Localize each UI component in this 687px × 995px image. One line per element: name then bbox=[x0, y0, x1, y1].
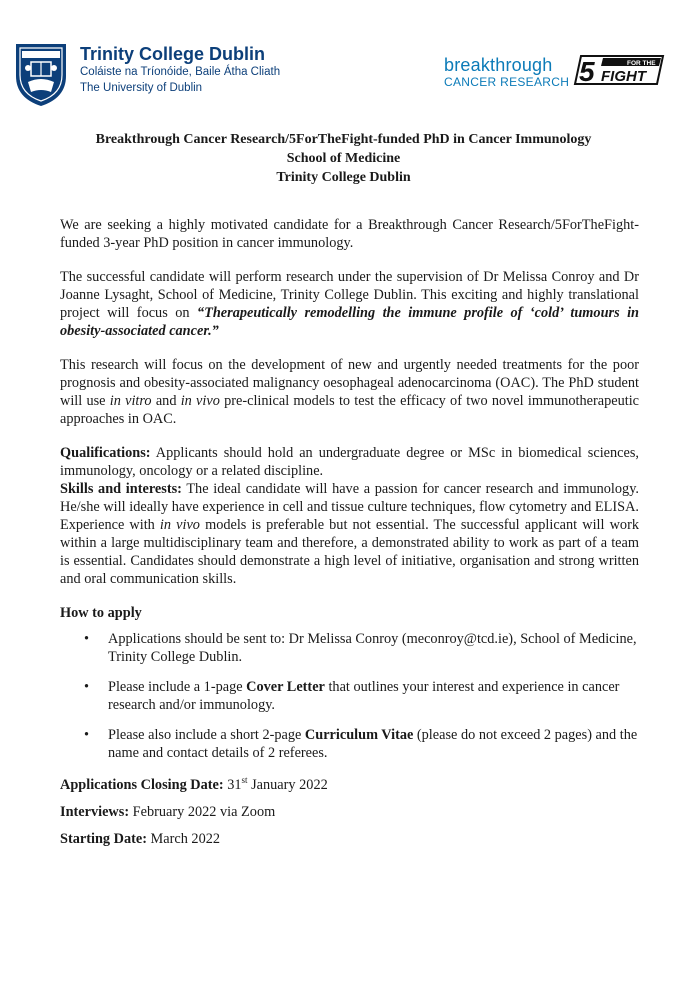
tcd-name: Trinity College Dublin bbox=[80, 44, 266, 64]
research-paragraph bbox=[60, 356, 639, 428]
bullet-icon: • bbox=[84, 631, 90, 647]
closing-date-suffix: st bbox=[241, 775, 248, 786]
fight-logo-number: 5 bbox=[579, 56, 595, 86]
cv-label: Curriculum Vitae bbox=[304, 727, 414, 743]
title-line-1: Breakthrough Cancer Research/5ForTheFight-funded PhD in Cancer Immunology bbox=[95, 132, 592, 147]
breakthrough-subtitle: CANCER RESEARCH bbox=[444, 75, 570, 89]
apply-item-2-text-b: that outlines your interest and experience in cancer research and/or immunology. bbox=[108, 679, 620, 713]
interviews-date bbox=[60, 803, 639, 821]
starting-date bbox=[60, 830, 639, 848]
closing-date-label: Applications Closing Date: bbox=[60, 777, 224, 793]
project-title: “Therapeutically remodelling the immune profile of ‘cold’ tumours in obesity-associated cancer.” bbox=[60, 305, 640, 339]
starting-date-value: March 2022 bbox=[146, 831, 221, 847]
skills-paragraph bbox=[60, 480, 639, 588]
skills-text-b: models is preferable but not essential. The successful applicant will work within a large multidisciplinary team and therefore, a demonstrated ability to work as part of a team is essential. Candidates should demonstrate a high level of initiative, organisation and strong written and oral communication skills. bbox=[60, 517, 639, 587]
apply-item-3-text-b: (please do not exceed 2 pages) and the name and contact details of 2 referees. bbox=[108, 727, 638, 761]
apply-list bbox=[60, 630, 639, 762]
research-text-a: This research will focus on the development of new and urgently needed treatments for the poor prognosis and obesity-associated malignancy oesophageal adenocarcinoma (OAC). The PhD student will use bbox=[60, 357, 639, 409]
closing-date-day: 31 bbox=[223, 777, 242, 793]
breakthrough-logo bbox=[444, 55, 569, 89]
list-item bbox=[60, 630, 639, 666]
research-and: and bbox=[151, 393, 181, 409]
cover-letter-label: Cover Letter bbox=[246, 679, 325, 695]
title-line-3: Trinity College Dublin bbox=[276, 170, 411, 185]
qualifications-label: Qualifications: bbox=[60, 445, 151, 461]
tcd-wordmark bbox=[80, 44, 280, 96]
supervision-text: The successful candidate will perform research under the supervision of Dr Melissa Conroy and Dr Joanne Lysaght, School of Medicine, Trinity College Dublin. This exciting and highly translational project will focus on bbox=[60, 269, 639, 321]
apply-item-2-text-a: Please include a 1-page bbox=[108, 679, 247, 695]
tcd-irish-name: Coláiste na Tríonóide, Baile Átha Cliath bbox=[80, 66, 281, 78]
skills-label: Skills and interests: bbox=[60, 481, 182, 497]
fight-logo-top: FOR THE bbox=[627, 60, 656, 67]
page-header bbox=[0, 0, 687, 120]
apply-item-3-text-a: Please also include a short 2-page bbox=[108, 727, 305, 743]
skills-text-a: The ideal candidate will have a passion for cancer research and immunology. He/she will ideally have experience in cell and tissue culture techniques, flow cytometry and ELISA. Experience with bbox=[60, 481, 639, 533]
title-line-2: School of Medicine bbox=[286, 151, 401, 166]
list-item bbox=[60, 678, 639, 714]
how-to-apply-heading: How to apply bbox=[60, 605, 142, 621]
fight-logo-word: FIGHT bbox=[601, 68, 646, 85]
document-body bbox=[60, 216, 639, 857]
list-item bbox=[60, 726, 639, 762]
key-dates bbox=[60, 776, 639, 848]
closing-date bbox=[60, 776, 639, 794]
intro-paragraph: We are seeking a highly motivated candidate for a Breakthrough Cancer Research/5ForTheFight-funded 3-year PhD position in cancer immunology. bbox=[60, 217, 639, 251]
qualifications-paragraph bbox=[60, 444, 639, 480]
apply-item-1: Applications should be sent to: Dr Melissa Conroy (meconroy@tcd.ie), School of Medicine, Trinity College Dublin. bbox=[108, 631, 637, 665]
tcd-university-name: The University of Dublin bbox=[80, 82, 203, 94]
starting-date-label: Starting Date: bbox=[60, 831, 147, 847]
research-text-b: pre-clinical models to test the efficacy of two novel immunotherapeutic approaches in OAC. bbox=[60, 393, 640, 427]
breakthrough-wordmark: breakthrough bbox=[444, 55, 553, 75]
supervision-paragraph bbox=[60, 268, 639, 340]
skills-in-vivo: in vivo bbox=[159, 517, 200, 533]
interviews-label: Interviews: bbox=[60, 804, 130, 820]
bullet-icon: • bbox=[84, 727, 90, 743]
tcd-crest-logo bbox=[14, 42, 68, 108]
research-in-vitro: in vitro bbox=[109, 393, 152, 409]
document-title bbox=[40, 130, 647, 187]
research-in-vivo: in vivo bbox=[180, 393, 220, 409]
qualifications-text: Applicants should hold an undergraduate degree or MSc in biomedical sciences, immunology, oncology or a related discipline. bbox=[60, 445, 639, 479]
5-for-the-fight-logo bbox=[573, 54, 665, 86]
bullet-icon: • bbox=[84, 679, 90, 695]
interviews-value: February 2022 via Zoom bbox=[129, 804, 276, 820]
closing-date-rest: January 2022 bbox=[247, 777, 328, 793]
